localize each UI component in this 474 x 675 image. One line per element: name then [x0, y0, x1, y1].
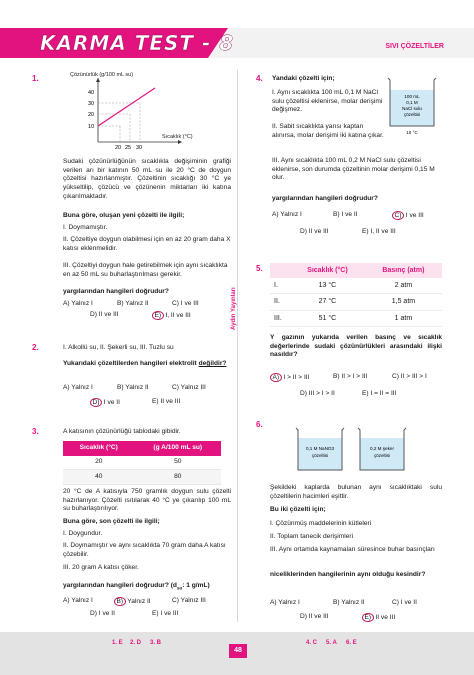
q2-question: Yukarıdaki çözeltilerden hangileri elektrolit değildir? [63, 360, 227, 367]
graph-y-arrow [96, 78, 100, 82]
table-row [270, 278, 442, 294]
q3-intro: A katısının çözünürlüğü tablodaki gibidir. [63, 428, 181, 435]
beaker-temperature: 10 °C [406, 130, 418, 135]
q3-item: I. Doygundur. [63, 530, 103, 537]
beaker-2-label-line: çözeltisi [373, 453, 391, 458]
q4-question: yargılarından hangileri doğrudur? [272, 195, 378, 202]
q6-beakers [290, 426, 420, 474]
q2-option-b[interactable]: B) Yalnız II [117, 384, 149, 391]
q1-option-d[interactable]: D) II ve III [90, 311, 119, 318]
beaker-label-line: NaCl sulu [402, 106, 422, 111]
q4-item: II. Sabit sıcaklıkta yarısı kaptan alınırsa, molar derişimi iki katına çıkar. [272, 123, 384, 139]
q6-question: niceliklerinden hangilerinin aynı olduğu kesindir? [270, 571, 426, 578]
question-2-number: 2. [32, 343, 39, 352]
q3-option-d[interactable]: D) I ve II [90, 610, 115, 617]
q4-option-a[interactable]: A) Yalnız I [272, 211, 302, 218]
selected-answer-mark: C) [392, 211, 404, 220]
q6-option-c[interactable]: C) I ve II [392, 599, 417, 606]
beaker-label-line: 0,1 M [406, 100, 418, 105]
q6-option-e[interactable] [362, 613, 395, 623]
graph-x-tick: 20 [115, 145, 122, 151]
q1-item: I. Doymamıştır. [63, 224, 108, 231]
table-row [270, 294, 442, 310]
q1-question: yargılarından hangileri doğrudur? [63, 288, 169, 295]
table-header: Sıcaklık (°C) [290, 263, 365, 278]
q2-option-c[interactable]: C) Yalnız III [172, 384, 206, 391]
table-header: (g A/100 mL su) [134, 441, 221, 456]
beaker-label-line: 100 mL [404, 94, 420, 99]
answer-key-item: 4. C [306, 640, 318, 646]
column-divider [237, 70, 238, 622]
subject-title: SIVI ÇÖZELTİLER [385, 43, 444, 50]
selected-answer-mark: E) [152, 311, 164, 320]
q6-stem: Şekildeki kaplarda bulunan aynı sıcaklıktaki sulu çözeltilerin hacimleri eşittir. [270, 484, 442, 500]
selected-answer-mark: D) [90, 398, 102, 407]
answer-key-item: 2. D [130, 640, 142, 646]
q6-option-e-text: II ve III [373, 614, 396, 621]
table-cell: 40 [63, 470, 134, 485]
selected-answer-mark: A) [270, 373, 282, 382]
question-3-number: 3. [32, 427, 39, 436]
graph-y-tick: 30 [88, 101, 95, 107]
brand-label: Aydın Yayınları [231, 287, 237, 330]
q5-option-c[interactable]: C) II > III > I [392, 373, 427, 380]
graph-x-arrow [178, 140, 182, 144]
beaker-1-label-line: çözeltisi [311, 453, 329, 458]
q6-prompt: Bu iki çözelti için; [270, 506, 326, 513]
page-title: KARMA TEST - 8 [40, 31, 235, 55]
q2-items: I. Alkollü su, II. Şekerli su, III. Tuzlu su [63, 344, 174, 351]
answer-key-item: 6. E [346, 640, 357, 646]
answer-key-item: 5. A [326, 640, 337, 646]
q4-title: Yandaki çözelti için; [272, 75, 335, 82]
q5-option-e[interactable]: E) I = II = III [362, 390, 397, 397]
table-cell: 20 [63, 456, 134, 470]
table-cell: I. [270, 278, 290, 294]
table-cell: 1 atm [365, 310, 442, 326]
q1-option-e-text: I, II ve III [163, 312, 191, 319]
q2-option-a[interactable]: A) Yalnız I [63, 384, 93, 391]
q3-item: II. Doymamıştır ve aynı sıcaklıkta 70 gram daha A katısı çözebilir. [63, 542, 226, 558]
q4-option-d[interactable]: D) II ve III [300, 228, 329, 235]
q4-beaker [384, 76, 440, 136]
q4-option-b[interactable]: B) I ve II [333, 211, 358, 218]
table-cell: II. [270, 294, 290, 310]
graph-x-tick: 30 [136, 145, 143, 151]
q5-option-d[interactable]: D) III > I > II [300, 390, 335, 397]
q5-option-a-text: I > II > III [281, 374, 310, 381]
table-cell: 51 °C [290, 310, 365, 326]
q1-solubility-graph [60, 70, 220, 152]
q6-item: II. Toplam tanecik derişimleri [270, 533, 354, 540]
question-5-number: 5. [256, 264, 263, 273]
selected-answer-mark: B) [114, 597, 126, 606]
graph-y-label: Çözünürlük (g/100 mL su) [70, 72, 134, 78]
q1-prompt: Buna göre, oluşan yeni çözelti ile ilgili; [63, 212, 185, 219]
answer-key-item: 3. B [150, 640, 162, 646]
table-row [63, 456, 221, 470]
q4-option-e[interactable]: E) I, II ve III [362, 228, 396, 235]
q4-item: I. Aynı sıcaklıkta 100 mL 0,1 M NaCl sulu çözeltisi eklenirse, molar derişimi değişmez. [272, 89, 383, 114]
q3-stem: 20 °C de A katısıyla 750 gramlık doygun sulu çözelti hazırlanıyor. Çözelti ısıtılarak 40 °C ye çıkarılıp 100 mL su buharlaştırılıyor. [63, 488, 231, 513]
q1-item: III. Çözeltiyi doygun hale getirebilmek için aynı sıcaklıkta en az 50 mL su buharlaştırılması gerekir. [63, 262, 228, 278]
q3-option-b[interactable] [114, 597, 151, 607]
q3-option-e[interactable]: E) I ve III [152, 610, 179, 617]
graph-solubility-line [98, 88, 155, 126]
q1-stem: Sudaki çözünürlüğünün sıcaklıkla değişiminin grafiği verilen arı bir katının 50 mL su ile 20 °C de doygun çözeltisi hazırlanmıştır. Çözeltinin sıcaklığı 30 °C ye yükseltilip, çözücü ve çözünenin miktarları iki katına çıkarılmaktadır. [63, 158, 231, 200]
q5-option-a[interactable] [270, 373, 309, 383]
q1-option-b[interactable]: B) Yalnız II [117, 300, 149, 307]
q5-question: Y gazının yukarıda verilen basınç ve sıcaklık değerlerinde sudaki çözünürlükleri arasındaki ilişki nasıldır? [270, 334, 442, 359]
table-cell: 50 [134, 456, 221, 470]
beaker-label-line: çözeltisi [403, 112, 421, 117]
graph-y-tick: 10 [88, 124, 95, 130]
q6-option-d[interactable]: D) II ve III [300, 613, 329, 620]
q3-option-c[interactable]: C) Yalnız III [172, 597, 206, 604]
beaker-1-label-line: 0,1 M NaNO3 [305, 446, 335, 451]
q3-prompt: Buna göre, son çözelti ile ilgili; [63, 518, 160, 525]
q6-item: I. Çözünmüş maddelerinin kütleleri [270, 520, 372, 527]
table-row [63, 470, 221, 485]
beaker-2-label-line: 0,2 M şeker [370, 446, 394, 451]
q3-option-b-text: Yalnız II [125, 598, 151, 605]
graph-y-tick: 40 [88, 90, 95, 96]
q6-option-b[interactable]: B) Yalnız II [333, 599, 365, 606]
table-cell: 13 °C [290, 278, 365, 294]
q1-item: II. Çözeltiye doygun olabilmesi için en az 20 gram daha X katısı eklenmelidir. [63, 236, 231, 252]
q3-item: III. 20 gram A katısı çöker. [63, 564, 139, 571]
table-cell: III. [270, 310, 290, 326]
q6-item: III. Aynı ortamda kaynamaları süresince buhar basınçları [270, 546, 435, 553]
graph-y-tick: 20 [88, 112, 95, 118]
question-1-number: 1. [32, 74, 39, 83]
q3-question: yargılarından hangileri doğrudur? ($d_{su}$: 1 g/mL) [63, 582, 210, 591]
page-number: 48 [229, 644, 247, 658]
table-cell: 1,5 atm [365, 294, 442, 310]
q4-item: III. Aynı sıcaklıkta 100 mL 0,2 M NaCl sulu çözeltisi eklenirse, son durumda çözeltinin molar derişimi 0,15 M olur. [272, 157, 435, 182]
selected-answer-mark: E) [362, 613, 374, 622]
question-4-number: 4. [256, 74, 263, 83]
table-row [270, 310, 442, 326]
table-cell: 27 °C [290, 294, 365, 310]
table-cell: 80 [134, 470, 221, 485]
table-cell: 2 atm [365, 278, 442, 294]
graph-x-tick: 25 [125, 145, 132, 151]
q3-option-a[interactable]: A) Yalnız I [63, 597, 93, 604]
q5-option-b[interactable]: B) II > I > III [333, 373, 368, 380]
question-6-number: 6. [256, 420, 263, 429]
table-header: Basınç (atm) [365, 263, 442, 278]
q2-option-d[interactable] [90, 398, 120, 408]
q1-option-a[interactable]: A) Yalnız I [63, 300, 93, 307]
q2-option-d-text: I ve II [101, 399, 120, 406]
table-header: Sıcaklık (°C) [63, 441, 134, 456]
q1-option-c[interactable]: C) I ve III [172, 300, 199, 307]
table-header [270, 263, 290, 278]
q5-gas-table [270, 263, 442, 327]
q2-option-e[interactable]: E) II ve III [152, 398, 181, 405]
answer-key-item: 1. E [112, 640, 123, 646]
q4-option-c-text: I ve III [403, 212, 424, 219]
q3-solubility-table [63, 441, 221, 485]
graph-x-label: Sıcaklık (°C) [162, 134, 193, 140]
q4-option-c[interactable] [392, 211, 424, 221]
q6-option-a[interactable]: A) Yalnız I [270, 599, 300, 606]
q1-option-e[interactable] [152, 311, 191, 321]
